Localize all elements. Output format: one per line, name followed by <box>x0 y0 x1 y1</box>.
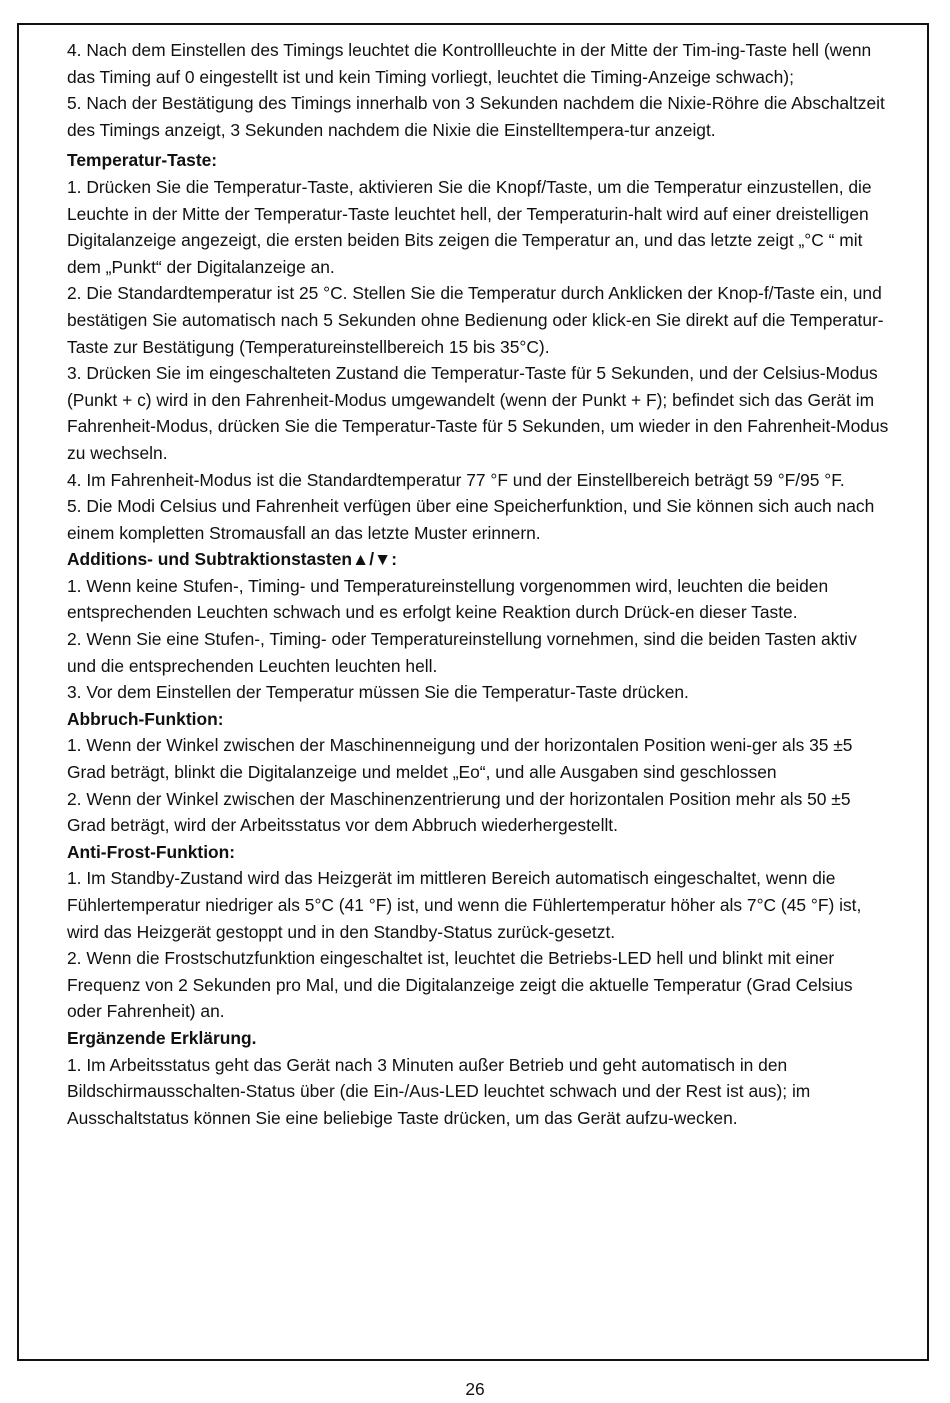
paragraph: 1. Wenn der Winkel zwischen der Maschinenneigung und der horizontalen Position weni-ger als 35 ±5 Grad beträgt, blinkt die Digitalanzeige und meldet „Eo“, und alle Ausgaben sind geschlossen <box>67 735 853 783</box>
page-number: 26 <box>465 1379 485 1399</box>
section-heading: Additions- und Subtraktionstasten▲/▼: <box>67 549 398 570</box>
section-heading: Ergänzende Erklärung. <box>67 1027 257 1048</box>
paragraph: 1. Im Standby-Zustand wird das Heizgerät im mittleren Bereich automatisch eingeschaltet, wenn die Fühlertemperatur niedriger als 5°C (41 °F) ist, und wenn die Fühlertemperatur höher als 7°C (45 °F) ist, wird das Heizgerät gestoppt und in den Standby-Status zurück-gesetzt. <box>67 868 862 942</box>
section-heading: Temperatur-Taste: <box>67 150 218 171</box>
section-heading: Anti-Frost-Funktion: <box>67 841 236 862</box>
paragraph: 2. Wenn Sie eine Stufen-, Timing- oder Temperatureinstellung vornehmen, sind die beiden Tasten aktiv und die entsprechenden Leuchten leuchten hell. <box>67 629 857 676</box>
paragraph: 2. Wenn der Winkel zwischen der Maschinenzentrierung und der horizontalen Position mehr als 50 ±5 Grad beträgt, wird der Arbeitsstatus vor dem Abbruch wiederhergestellt. <box>67 788 851 836</box>
paragraph: 2. Die Standardtemperatur ist 25 °C. Stellen Sie die Temperatur durch Anklicken der Knop-f/Taste ein, und bestätigen Sie automatisch nach 5 Sekunden ohne Bedienung oder klick-en Sie direkt auf die Temperatur-Taste zur Bestätigung (Temperatureinstellbereich 15 bis 35°C). <box>67 283 884 357</box>
paragraph: 3. Drücken Sie im eingeschalteten Zustand die Temperatur-Taste für 5 Sekunden, und der Celsius-Modus (Punkt + c) wird in den Fahrenheit-Modus umgewandelt (wenn der Punkt + F); befindet sich das Gerät im Fahrenheit-Modus, drücken Sie die Temperatur-Taste für 5 Sekunden, um wieder in den Fahrenheit-Modus zu wechseln. <box>67 363 889 463</box>
paragraph: 3. Vor dem Einstellen der Temperatur müssen Sie die Temperatur-Taste drücken. <box>67 682 689 703</box>
paragraph: 5. Nach der Bestätigung des Timings innerhalb von 3 Sekunden nachdem die Nixie-Röhre die Abschaltzeit des Timings anzeigt, 3 Sekunden nachdem die Nixie die Einstelltempera-tur anzeigt. <box>67 93 885 140</box>
paragraph: 1. Wenn keine Stufen-, Timing- und Temperatureinstellung vorgenommen wird, leuchten die beiden entsprechenden Leuchten schwach und es erfolgt keine Reaktion durch Drück-en dieser Taste. <box>67 575 829 623</box>
section-heading: Abbruch-Funktion: <box>67 708 224 729</box>
document-body <box>67 37 889 1131</box>
paragraph: 2. Wenn die Frostschutzfunktion eingeschaltet ist, leuchtet die Betriebs-LED hell und blinkt mit einer Frequenz von 2 Sekunden pro Mal, und die Digitalanzeige zeigt die aktuelle Temperatur (Grad Celsius oder Fahrenheit) an. <box>67 948 853 1022</box>
paragraph: 5. Die Modi Celsius und Fahrenheit verfügen über eine Speicherfunktion, und Sie können sich auch nach einem kompletten Stromausfall an das letzte Muster erinnern. <box>67 496 875 543</box>
paragraph: 1. Drücken Sie die Temperatur-Taste, aktivieren Sie die Knopf/Taste, um die Temperatur einzustellen, die Leuchte in der Mitte der Temperatur-Taste leuchtet hell, der Temperaturin-halt wird auf einer dreistelligen Digitalanzeige angezeigt, die ersten beiden Bits zeigen die Temperatur an, und das letzte zeigt „°C “ mit dem „Punkt“ der Digitalanzeige an. <box>67 176 872 277</box>
paragraph: 4. Im Fahrenheit-Modus ist die Standardtemperatur 77 °F und der Einstellbereich beträgt 59 °F/95 °F. <box>67 469 845 490</box>
paragraph: 4. Nach dem Einstellen des Timings leuchtet die Kontrollleuchte in der Mitte der Tim-ing-Taste hell (wenn das Timing auf 0 eingestellt ist und kein Timing vorliegt, leuchtet die Timing-Anzeige schwach); <box>67 40 872 87</box>
paragraph: 1. Im Arbeitsstatus geht das Gerät nach 3 Minuten außer Betrieb und geht automatisch in den Bildschirmausschalten-Status über (die Ein-/Aus-LED leuchtet schwach und der Rest ist aus); im Ausschaltstatus können Sie eine beliebige Taste drücken, um das Gerät aufzu-wecken. <box>67 1054 811 1128</box>
